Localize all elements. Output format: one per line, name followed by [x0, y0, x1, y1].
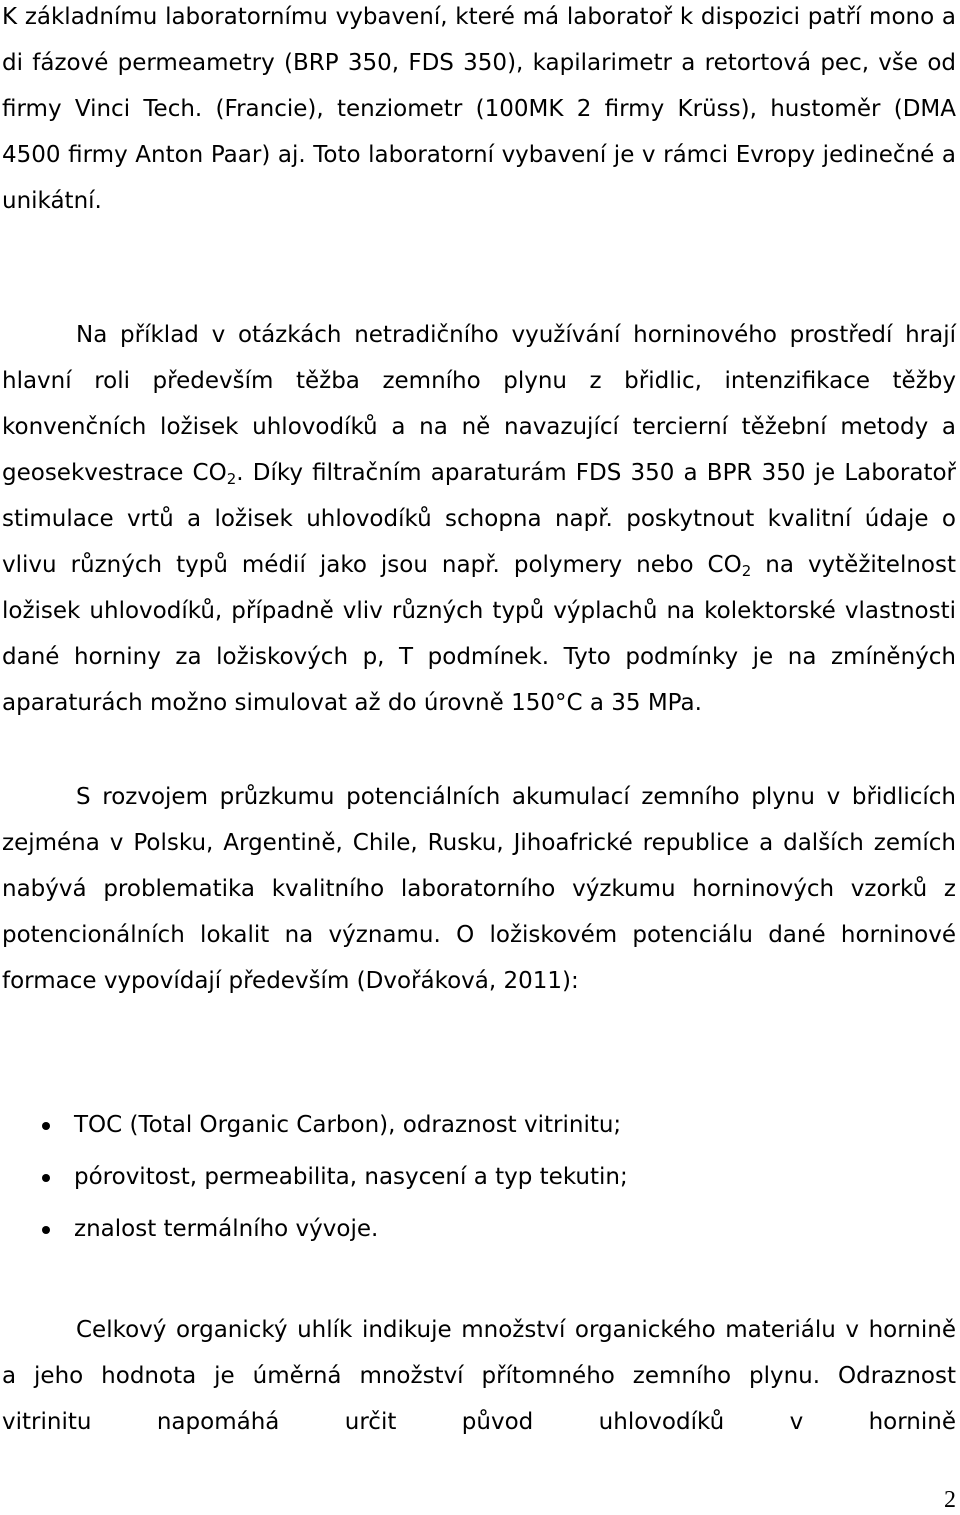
- paragraph-shale-gas-exploration: S rozvojem průzkumu potenciálních akumulací zemního plynu v břidlicích zejména v Polsku, Argentině, Chile, Rusku, Jihoafrické republice a dalších zemích nabývá problematika kvalitního laboratorního výzkumu horninových vzorků z potencionálních lokalit na významu. O ložiskovém potenciálu dané horninové formace vypovídají především (Dvořáková, 2011):: [2, 784, 956, 994]
- bullet-icon: [42, 1226, 50, 1234]
- subscript: 2: [226, 470, 237, 488]
- paragraph-text-part: . Díky filtračním aparaturám FDS 350 a BPR 350 je Laboratoř stimulace vrtů a ložisek uhlovodíků schopna např. poskytnout kvalitní údaje o vlivu různých typů médií jako jsou např. polymery nebo CO: [2, 460, 957, 578]
- list-item-text: pórovitost, permeabilita, nasycení a typ tekutin;: [74, 1164, 628, 1190]
- bullet-list: [0, 1102, 628, 1258]
- paragraph-text-part: na vytěžitelnost ložisek uhlovodíků, případně vliv různých typů výplachů na kolektorské vlastnosti dané horniny za ložiskových p, T podmínek. Tyto podmínky je na zmíněných aparaturách možno simulovat až do úrovně 150°C a 35 MPa.: [2, 552, 957, 716]
- list-item-text: TOC (Total Organic Carbon), odraznost vitrinitu;: [74, 1112, 622, 1138]
- bullet-icon: [42, 1122, 50, 1130]
- page-number: 2: [944, 1487, 956, 1513]
- list-item: [0, 1102, 628, 1154]
- list-item: [0, 1154, 628, 1206]
- bullet-icon: [42, 1174, 50, 1182]
- paragraph-organic-carbon: Celkový organický uhlík indikuje množství organického materiálu v hornině a jeho hodnota je úměrná množství přítomného zemního plynu. Odraznost vitrinitu napomáhá určit původ uhlovodíků v hornině: [2, 1317, 956, 1435]
- list-item: [0, 1206, 628, 1258]
- paragraph-text-part: Na příklad v otázkách netradičního využívání horninového prostředí hrají hlavní roli především těžba zemního plynu z břidlic, intenzifikace těžby konvenčních ložisek uhlovodíků a na ně navazující tercierní těžební metody a geosekvestrace CO: [2, 322, 956, 486]
- subscript: 2: [741, 562, 752, 580]
- paragraph-laboratory-equipment: K základnímu laboratornímu vybavení, které má laboratoř k dispozici patří mono a di fázové permeametry (BRP 350, FDS 350), kapilarimetr a retortová pec, vše od firmy Vinci Tech. (Francie), tenziometr (100MK 2 firmy Krüss), hustoměr (DMA 4500 firmy Anton Paar) aj. Toto laboratorní vybavení je v rámci Evropy jedinečné a unikátní.: [2, 4, 956, 214]
- paragraph-unconventional-use: [2, 312, 956, 726]
- list-item-text: znalost termálního vývoje.: [74, 1216, 379, 1242]
